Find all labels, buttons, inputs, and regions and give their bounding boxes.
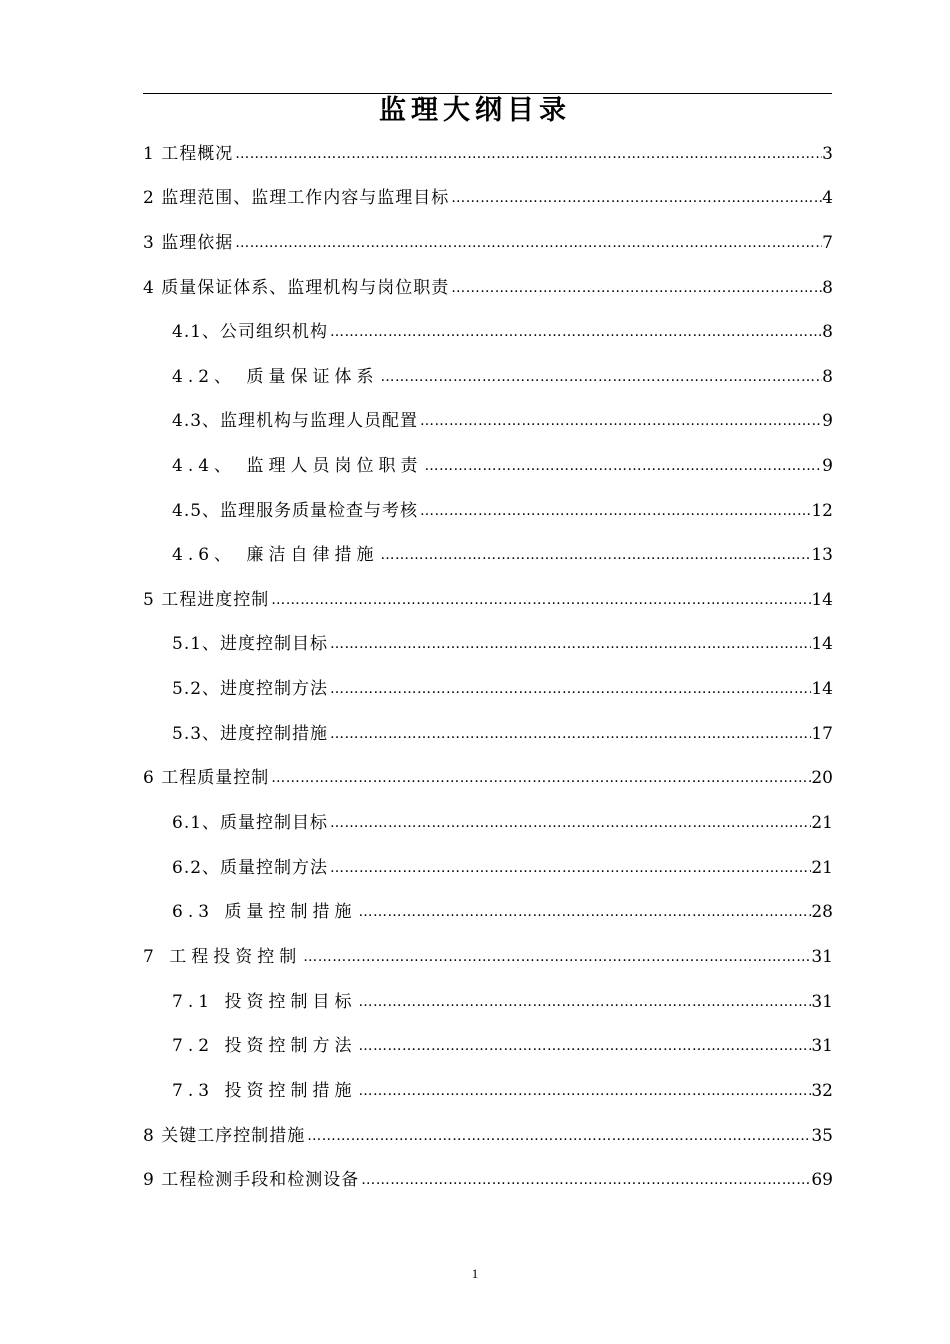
toc-entry-label: 6.3 质量控制措施 [172,902,357,922]
toc-entry-label: 8 关键工序控制措施 [143,1126,306,1146]
toc-leader-dots [328,676,811,702]
toc-leader-dots [378,364,822,390]
toc-entry[interactable] [143,944,833,970]
toc-entry-page: 21 [811,858,833,878]
toc-entry-label: 4.3、监理机构与监理人员配置 [172,411,419,431]
toc-entry-page: 4 [822,188,833,208]
toc-entry[interactable] [143,185,833,211]
toc-entry[interactable] [143,587,833,613]
toc-entry-page: 35 [811,1126,833,1146]
toc-entry[interactable] [172,408,833,434]
toc-entry[interactable] [172,631,833,657]
toc-entry-page: 31 [811,1036,833,1056]
toc-entry-label: 5.2、进度控制方法 [172,679,329,699]
toc-entry[interactable] [143,230,833,256]
toc-entry[interactable] [172,319,833,345]
toc-entry[interactable] [172,1033,833,1059]
toc-entry-page: 12 [811,501,833,521]
toc-entry-page: 8 [822,322,833,342]
toc-leader-dots [418,498,811,524]
toc-entry-label: 5.1、进度控制目标 [172,634,329,654]
toc-entry-label: 2 监理范围、监理工作内容与监理目标 [143,188,450,208]
toc-entry[interactable] [143,1123,833,1149]
toc-entry-label: 6.2、质量控制方法 [172,858,329,878]
toc-entry[interactable] [172,498,833,524]
toc-entry-label: 4.4、 监理人员岗位职责 [172,456,423,476]
toc-entry-page: 7 [822,233,833,253]
toc-leader-dots [378,542,811,568]
toc-entry-label: 7.2 投资控制方法 [172,1036,357,1056]
page-number: 1 [471,1266,479,1281]
toc-leader-dots [328,855,811,881]
toc-entry-label: 9 工程检测手段和检测设备 [143,1170,360,1190]
toc-leader-dots [356,899,811,925]
toc-entry-page: 9 [822,411,833,431]
toc-entry[interactable] [172,899,833,925]
toc-leader-dots [301,944,811,970]
toc-entry-label: 4.5、监理服务质量检查与考核 [172,501,419,521]
toc-entry-label: 6.1、质量控制目标 [172,813,329,833]
toc-entry-label: 4.2、 质量保证体系 [172,367,379,387]
toc-entry-page: 8 [822,367,833,387]
toc-entry-page: 14 [811,634,833,654]
toc-leader-dots [449,185,822,211]
toc-entry-label: 4.1、公司组织机构 [172,322,329,342]
toc-entry[interactable] [172,1078,833,1104]
toc-entry-page: 8 [822,278,833,298]
toc-leader-dots [356,989,811,1015]
toc-entry-label: 4 质量保证体系、监理机构与岗位职责 [143,278,450,298]
toc-entry[interactable] [172,453,833,479]
toc-leader-dots [233,230,822,256]
toc-entry-page: 3 [822,144,833,164]
toc-entry-label: 1 工程概况 [143,144,234,164]
toc-entry-page: 69 [811,1170,833,1190]
toc-leader-dots [328,810,811,836]
toc-entry-label: 6 工程质量控制 [143,768,270,788]
toc-entry-page: 13 [811,545,833,565]
toc-entry[interactable] [172,676,833,702]
toc-entry[interactable] [143,1167,833,1193]
toc-entry[interactable] [172,721,833,747]
toc-entry-page: 9 [822,456,833,476]
toc-entry[interactable] [172,542,833,568]
toc-leader-dots [269,587,811,613]
toc-entry[interactable] [172,364,833,390]
toc-entry-page: 17 [811,724,833,744]
toc-leader-dots [328,721,811,747]
toc-entry-page: 14 [811,590,833,610]
toc-leader-dots [422,453,822,479]
toc-leader-dots [356,1078,811,1104]
toc-entry[interactable] [172,855,833,881]
toc-leader-dots [418,408,822,434]
toc-leader-dots [356,1033,811,1059]
toc-entry-label: 3 监理依据 [143,233,234,253]
toc-entry-page: 28 [811,902,833,922]
toc-entry-label: 5.3、进度控制措施 [172,724,329,744]
toc-entry-page: 31 [811,947,833,967]
toc-entry[interactable] [172,989,833,1015]
toc-leader-dots [449,275,822,301]
toc-entry[interactable] [172,810,833,836]
toc-entry[interactable] [143,275,833,301]
toc-entry[interactable] [143,765,833,791]
toc-entry-page: 21 [811,813,833,833]
toc-entry-label: 7.1 投资控制目标 [172,992,357,1012]
toc-entry-page: 32 [811,1081,833,1101]
toc-leader-dots [269,765,811,791]
toc-entry-label: 5 工程进度控制 [143,590,270,610]
toc-leader-dots [233,141,822,167]
toc-entry-page: 20 [811,768,833,788]
toc-leader-dots [328,631,811,657]
toc-leader-dots [359,1167,811,1193]
toc-leader-dots [328,319,822,345]
toc-entry-page: 31 [811,992,833,1012]
toc-leader-dots [305,1123,811,1149]
toc-entry-page: 14 [811,679,833,699]
document-title: 监理大纲目录 [379,95,571,126]
toc-entry-label: 4.6、 廉洁自律措施 [172,545,379,565]
toc-entry-label: 7 工程投资控制 [143,947,302,967]
toc-entry-label: 7.3 投资控制措施 [172,1081,357,1101]
toc-entry[interactable] [143,141,833,167]
